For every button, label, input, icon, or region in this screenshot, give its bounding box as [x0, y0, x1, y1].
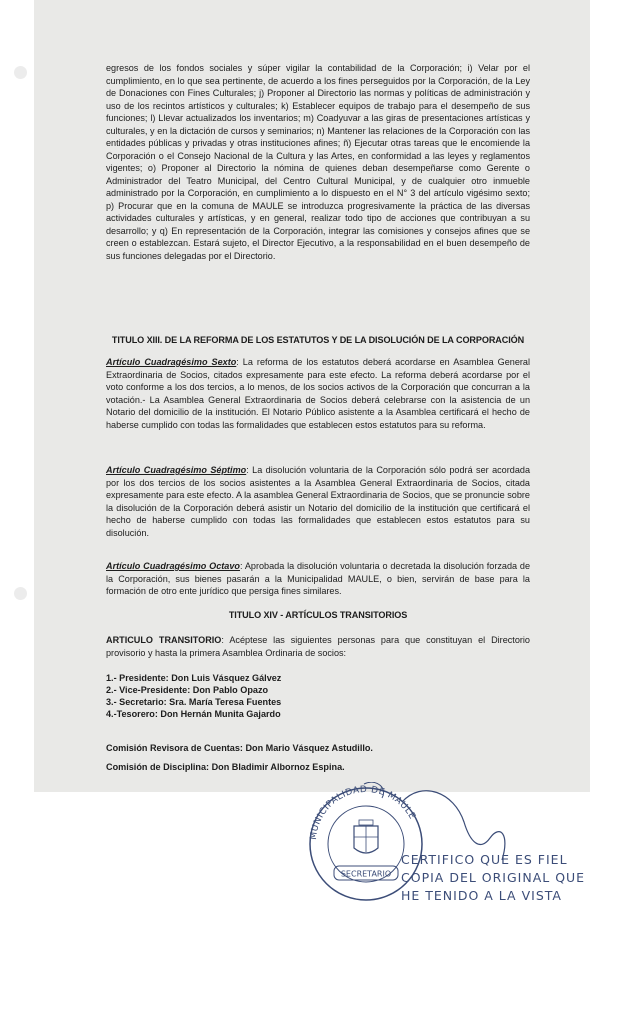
- articulo-octavo-text: : Aprobada la disolución voluntaria o decretada la disolución forzada de la Corporación, sus bienes pasarán a la Municipalidad MAULE, o bien, servirán de base para la formación de otro ente jurídico que persiga fines similares.: [106, 561, 530, 596]
- signature-scribble: [402, 791, 505, 860]
- directorio-item: 4.-Tesorero: Don Hernán Munita Gajardo: [106, 709, 281, 719]
- continuation-text: egresos de los fondos sociales y súper vigilar la contabilidad de la Corporación; i) Velar por el cumplimiento, en lo que sea pertinente, de acuerdo a los fines perseguidos por la Corporación, de la Ley de Donaciones con Fines Culturales; j) Proponer al Directorio las normas y políticas de administración y uso de los recintos artísticos y culturales; k) Establecer equipos de trabajo para el desempeño de sus funciones; l) Llevar actualizados los inventarios; m) Coadyuvar a las giras de presentaciones artísticas y culturales, y en la dictación de cursos y seminarios; n) Mantener las relaciones de la Corporación con las entidades públicas y privadas y otras instituciones afines; ñ) Ejecutar otras tareas que le encomiende la Corporación o el Consejo Nacional de la Cultura y las Artes, en conformidad a las leyes y reglamentos vigentes; o) Proponer al Directorio la nómina de quienes deban desempeñarse como Gerente o Administrador del Teatro Municipal, del Centro Cultural Municipal, y de cualquier otro inmueble administrado por la Corporación, en cumplimiento a lo dispuesto en el N° 3 del artículo vigésimo sexto; p) Procurar que en la comuna de MAULE se introduzca progresivamente la práctica de las diversas actividades culturales y artísticas, y en general, realizar todo tipo de acciones que contribuyan a su desarrollo; y q) En representación de la Corporación, integrar las comisiones y consejos afines que se creen o establezcan. Estará sujeto, el Director Ejecutivo, a la responsabilidad en el buen desempeño de sus funciones delegadas por el Directorio.: [106, 63, 530, 261]
- articulo-sexto: [106, 356, 530, 431]
- svg-text:MUNICIPALIDAD DE MAULE: [309, 785, 417, 841]
- articulo-septimo-label: Artículo Cuadragésimo Séptimo: [106, 465, 247, 475]
- continuation-paragraph: [106, 62, 530, 262]
- directorio-item: 2.- Vice-Presidente: Don Pablo Opazo: [106, 685, 269, 695]
- certification-line: HE TENIDO A LA VISTA: [401, 888, 562, 903]
- articulo-septimo-text: : La disolución voluntaria de la Corporación sólo podrá ser acordada por los dos tercios de los socios asistentes a la Asamblea General Extraordinaria de Socios, citada expresamente para este efecto. A la asamblea General Extraordinaria de Socios, que se pronuncie sobre la disolución de la Corporación deberá asistir un Notario del domicilio de la institución que certificará el hecho de haberse cumplido con todas las formalidades que establecen estos estatutos para su disolución.: [106, 465, 530, 538]
- directorio-item: 1.- Presidente: Don Luis Vásquez Gálvez: [106, 673, 282, 683]
- articulo-transitorio-label: ARTICULO TRANSITORIO: [106, 635, 222, 645]
- articulo-octavo-label: Artículo Cuadragésimo Octavo: [106, 561, 240, 571]
- certification-line: CERTIFICO QUE ES FIEL: [401, 852, 568, 867]
- articulo-septimo: [106, 464, 530, 539]
- comision-revisora: Comisión Revisora de Cuentas: Don Mario Vásquez Astudillo.: [106, 743, 373, 753]
- articulo-octavo: [106, 560, 530, 598]
- comision-disciplina: Comisión de Disciplina: Don Bladimir Albornoz Espina.: [106, 762, 345, 772]
- punch-hole: [14, 587, 27, 600]
- punch-hole: [14, 66, 27, 79]
- coat-of-arms-icon: [354, 820, 378, 853]
- titulo-xiv-heading: TITULO XIV - ARTÍCULOS TRANSITORIOS: [228, 610, 408, 620]
- seal-label: SECRETARIO: [340, 869, 392, 879]
- articulo-transitorio-text: : Acéptese las siguientes personas para que constituyan el Directorio provisorio y hasta la primera Asamblea Ordinaria de socios:: [106, 635, 530, 658]
- articulo-sexto-label: Artículo Cuadragésimo Sexto: [106, 357, 237, 367]
- titulo-xiii-heading: TITULO XIII. DE LA REFORMA DE LOS ESTATUTOS Y DE LA DISOLUCIÓN DE LA CORPORACIÓN: [111, 335, 525, 345]
- articulo-transitorio: [106, 634, 530, 659]
- articulo-sexto-text: : La reforma de los estatutos deberá acordarse en Asamblea General Extraordinaria de Socios, citados expresamente para este efecto. La reforma deberá acordarse por el voto conforme a los dos tercios, a lo menos, de los socios activos de la Corporación que concurran a la votación.- La Asamblea General Extraordinaria de Socios deberá celebrarse con la asistencia de un Notario del domicilio de la institución. El Notario Público asistente a la Asamblea certificará el hecho de haberse cumplido con todas las formalidades que establecen estos estatutos para su reforma.: [106, 357, 530, 430]
- seal-arc-text: MUNICIPALIDAD DE MAULE: [308, 784, 417, 841]
- certification-line: COPIA DEL ORIGINAL QUE: [401, 870, 586, 885]
- directorio-item: 3.- Secretario: Sra. María Teresa Fuentes: [106, 697, 282, 707]
- directorio-list: [106, 672, 406, 720]
